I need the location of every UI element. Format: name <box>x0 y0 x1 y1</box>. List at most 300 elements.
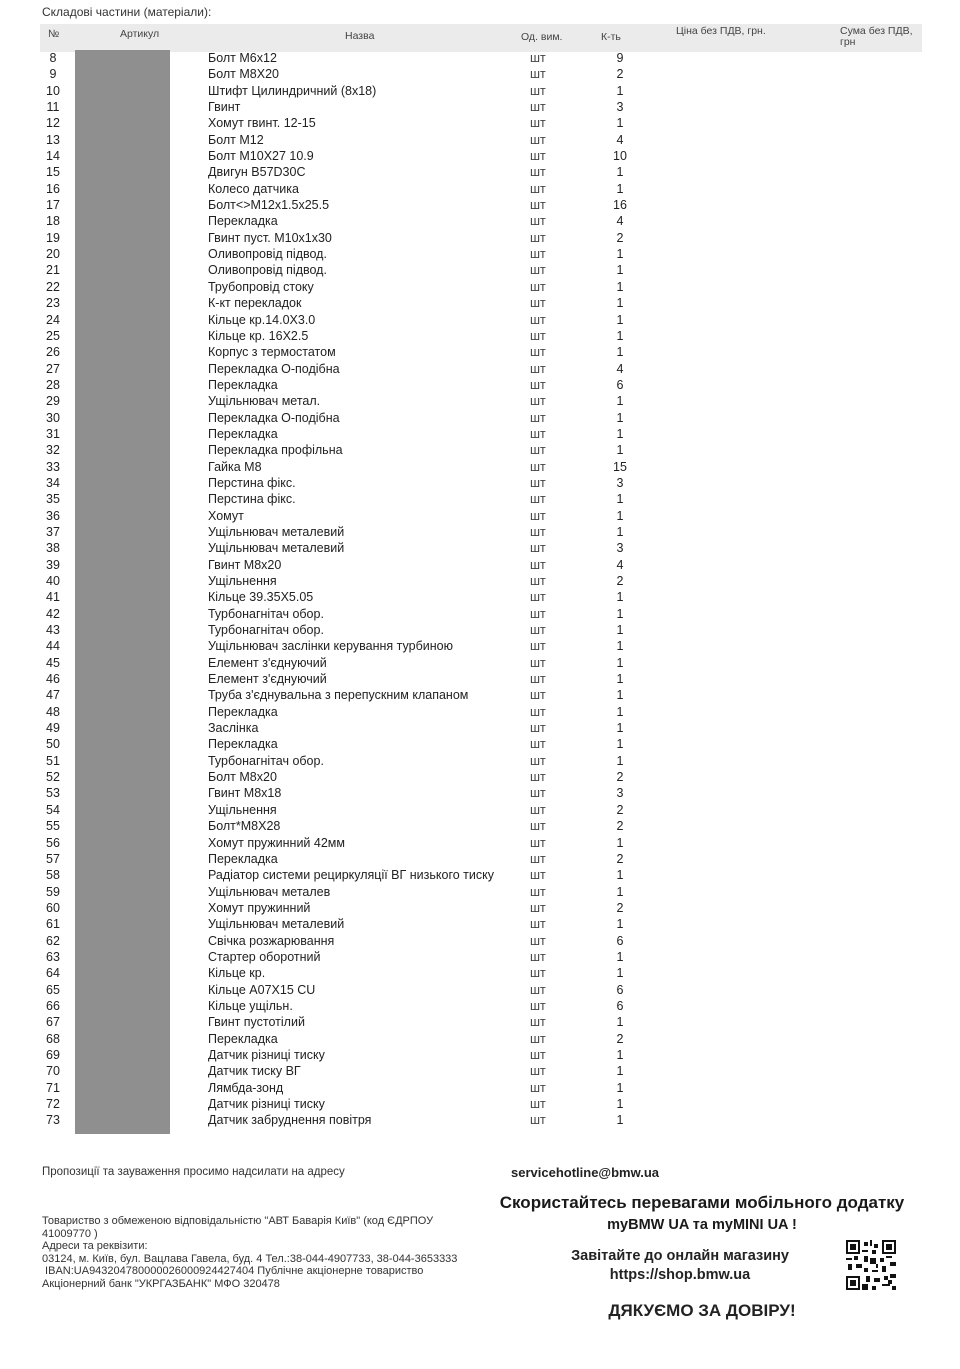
table-row <box>0 475 960 491</box>
quantity: 1 <box>616 165 624 180</box>
unit: шт <box>530 116 546 131</box>
row-number: 34 <box>46 475 60 490</box>
part-name: Перекладка <box>208 737 278 752</box>
quantity: 1 <box>616 345 624 360</box>
quantity: 2 <box>616 770 624 785</box>
thanks-message: ДЯКУЄМО ЗА ДОВІРУ! <box>608 1301 796 1320</box>
part-name: Перекладка О-подібна <box>208 361 340 376</box>
row-number: 56 <box>46 835 60 850</box>
quantity: 1 <box>616 508 624 523</box>
table-row <box>0 867 960 883</box>
unit: шт <box>530 296 546 311</box>
part-name: Ущільнювач метал. <box>208 394 321 409</box>
row-number: 12 <box>46 116 60 131</box>
part-name: Гвинт M8x18 <box>208 786 282 801</box>
unit: шт <box>530 279 546 294</box>
row-number: 16 <box>46 181 60 196</box>
table-row <box>0 377 960 393</box>
table-row <box>0 589 960 605</box>
part-name: Двигун B57D30C <box>208 165 306 180</box>
table-row <box>0 279 960 295</box>
table-row <box>0 312 960 328</box>
proposals-text: Пропозиції та зауваження просимо надсилати на адресу <box>42 1166 345 1178</box>
unit: шт <box>530 492 546 507</box>
unit: шт <box>530 410 546 425</box>
quantity: 4 <box>616 557 624 572</box>
row-number: 24 <box>46 312 60 327</box>
part-name: Стартер оборотний <box>208 949 321 964</box>
part-name: Лямбда-зонд <box>208 1080 284 1095</box>
unit: шт <box>530 361 546 376</box>
unit: шт <box>530 688 546 703</box>
part-name: Турбонагнітач обор. <box>208 606 324 621</box>
quantity: 1 <box>616 1015 624 1030</box>
unit: шт <box>530 377 546 392</box>
quantity: 1 <box>616 884 624 899</box>
row-number: 72 <box>46 1097 60 1111</box>
table-row <box>0 949 960 965</box>
row-number: 60 <box>46 900 60 915</box>
unit: шт <box>530 181 546 196</box>
header-number: № <box>48 28 60 40</box>
table-row <box>0 246 960 262</box>
quantity: 1 <box>616 1080 624 1095</box>
row-number: 41 <box>46 590 60 605</box>
row-number: 73 <box>46 1113 60 1128</box>
table-row <box>0 802 960 818</box>
quantity: 2 <box>616 819 624 834</box>
unit: шт <box>530 149 546 164</box>
quantity: 1 <box>616 590 624 605</box>
row-number: 50 <box>46 737 60 752</box>
table-row <box>0 884 960 900</box>
part-name: Датчик різниці тиску <box>208 1047 325 1062</box>
row-number: 39 <box>46 557 60 572</box>
table-row <box>0 83 960 99</box>
unit: шт <box>530 263 546 278</box>
quantity: 1 <box>616 655 624 670</box>
quantity: 1 <box>616 83 624 98</box>
part-name: Трубопровід стоку <box>208 279 314 294</box>
row-number: 33 <box>46 459 60 474</box>
quantity: 1 <box>616 279 624 294</box>
quantity: 6 <box>616 933 624 948</box>
unit: шт <box>530 1015 546 1030</box>
table-row <box>0 851 960 867</box>
table-row <box>0 998 960 1014</box>
unit: шт <box>530 508 546 523</box>
table-row <box>0 720 960 736</box>
quantity: 1 <box>616 737 624 752</box>
unit: шт <box>530 737 546 752</box>
row-number: 31 <box>46 426 60 441</box>
part-name: Болт М6x12 <box>208 51 277 65</box>
quantity: 1 <box>616 1113 624 1128</box>
unit: шт <box>530 884 546 899</box>
row-number: 65 <box>46 982 60 997</box>
table-row <box>0 230 960 246</box>
table-row <box>0 148 960 164</box>
quantity: 3 <box>616 100 624 115</box>
row-number: 61 <box>46 917 60 932</box>
row-number: 9 <box>49 67 57 82</box>
unit: шт <box>530 753 546 768</box>
row-number: 52 <box>46 770 60 785</box>
table-row <box>0 213 960 229</box>
company-line: Адреси та реквізити: <box>42 1240 148 1252</box>
row-number: 53 <box>46 786 60 801</box>
table-row <box>0 769 960 785</box>
section-title: Складові частини (матеріали): <box>42 5 212 19</box>
unit: шт <box>530 786 546 801</box>
row-number: 23 <box>46 296 60 311</box>
part-name: Труба з'єднувальна з перепускним клапаном <box>208 688 469 703</box>
quantity: 1 <box>616 443 624 458</box>
part-name: Болт M12 <box>208 132 264 147</box>
unit: шт <box>530 312 546 327</box>
table-row <box>0 328 960 344</box>
row-number: 8 <box>49 51 57 65</box>
shop-link[interactable]: https://shop.bmw.ua <box>609 1267 751 1283</box>
table-row <box>0 164 960 180</box>
unit: шт <box>530 247 546 262</box>
unit: шт <box>530 770 546 785</box>
quantity: 6 <box>616 377 624 392</box>
unit: шт <box>530 672 546 687</box>
table-row <box>0 982 960 998</box>
app-promo-headline: Скористайтесь перевагами мобільного додатку <box>499 1193 905 1212</box>
quantity: 1 <box>616 704 624 719</box>
quantity: 6 <box>616 982 624 997</box>
quantity: 2 <box>616 1031 624 1046</box>
unit: шт <box>530 1097 546 1111</box>
table-row <box>0 606 960 622</box>
part-name: Кільце ущільн. <box>208 998 293 1013</box>
part-name: Болт M10X27 10.9 <box>208 149 314 164</box>
unit: шт <box>530 345 546 360</box>
row-number: 57 <box>46 851 60 866</box>
company-line: Акціонерний банк "УКРГАЗБАНК" МФО 320478 <box>42 1277 280 1290</box>
part-name: Гвинт <box>208 100 241 115</box>
part-name: Турбонагнітач обор. <box>208 623 324 638</box>
row-number: 43 <box>46 623 60 638</box>
table-row <box>0 132 960 148</box>
row-number: 46 <box>46 672 60 687</box>
unit: шт <box>530 524 546 539</box>
part-name: Ущільнювач металевий <box>208 541 345 556</box>
quantity: 3 <box>616 541 624 556</box>
table-row <box>0 671 960 687</box>
row-number: 66 <box>46 998 60 1013</box>
part-name: Турбонагнітач обор. <box>208 753 324 768</box>
quantity: 4 <box>616 132 624 147</box>
table-row <box>0 736 960 752</box>
quantity: 1 <box>616 181 624 196</box>
row-number: 64 <box>46 966 60 981</box>
part-name: Перекладка профільна <box>208 443 343 458</box>
quantity: 1 <box>616 312 624 327</box>
unit: шт <box>530 623 546 638</box>
unit: шт <box>530 1064 546 1079</box>
quantity: 1 <box>616 394 624 409</box>
part-name: Елемент з'єднуючий <box>208 655 327 670</box>
table-row <box>0 753 960 769</box>
company-line: IBAN:UA943204780000026000924427404 Публічне акціонерне товариство <box>42 1265 424 1277</box>
part-name: Гайка M8 <box>208 459 262 474</box>
row-number: 21 <box>46 263 60 278</box>
unit: шт <box>530 475 546 490</box>
qr-code-icon <box>846 1240 896 1290</box>
row-number: 27 <box>46 361 60 376</box>
row-number: 19 <box>46 230 60 245</box>
company-line: Товариство з обмеженою відповідальністю "АВТ Баварія Київ" (код ЄДРПОУ <box>42 1215 434 1227</box>
quantity: 1 <box>616 721 624 736</box>
part-name: Гвинт пустотілий <box>208 1015 305 1030</box>
part-name: Болт<>M12x1.5x25.5 <box>208 198 330 213</box>
quantity: 1 <box>616 966 624 981</box>
row-number: 58 <box>46 868 60 883</box>
table-row <box>0 410 960 426</box>
quantity: 1 <box>616 1047 624 1062</box>
table-row <box>0 491 960 507</box>
part-name: Перстина фікс. <box>208 492 296 507</box>
quantity: 1 <box>616 753 624 768</box>
quantity: 6 <box>616 998 624 1013</box>
part-name: Ущільнювач металевий <box>208 524 345 539</box>
quantity: 2 <box>616 67 624 82</box>
unit: шт <box>530 851 546 866</box>
table-row <box>0 540 960 556</box>
part-name: Перекладка <box>208 214 278 229</box>
row-number: 47 <box>46 688 60 703</box>
part-name: Хомут пружинний <box>208 900 311 915</box>
table-row <box>0 344 960 360</box>
quantity: 1 <box>616 116 624 131</box>
row-number: 54 <box>46 802 60 817</box>
quantity: 3 <box>616 786 624 801</box>
table-row <box>0 622 960 638</box>
part-name: Ущільнювач металевий <box>208 917 345 932</box>
header-name: Назва <box>345 30 375 42</box>
quantity: 3 <box>616 475 624 490</box>
header-article: Артикул <box>120 28 160 40</box>
header-unit: Од. вим. <box>521 31 563 43</box>
header-sum: Сума без ПДВ, грн <box>840 25 913 48</box>
unit: шт <box>530 802 546 817</box>
table-header <box>40 24 922 52</box>
row-number: 59 <box>46 884 60 899</box>
row-number: 26 <box>46 345 60 360</box>
row-number: 35 <box>46 492 60 507</box>
part-name: Датчик забруднення повітря <box>208 1113 372 1128</box>
table-row <box>0 508 960 524</box>
row-number: 71 <box>46 1080 60 1095</box>
unit: шт <box>530 230 546 245</box>
unit: шт <box>530 165 546 180</box>
part-name: Хомут <box>208 508 244 523</box>
quantity: 1 <box>616 949 624 964</box>
table-row <box>0 50 960 66</box>
unit: шт <box>530 51 546 65</box>
table-row <box>0 426 960 442</box>
header-quantity: К-ть <box>601 31 621 43</box>
row-number: 20 <box>46 247 60 262</box>
table-row <box>0 442 960 458</box>
row-number: 15 <box>46 165 60 180</box>
unit: шт <box>530 655 546 670</box>
part-name: Болт М8X20 <box>208 67 279 82</box>
unit: шт <box>530 868 546 883</box>
unit: шт <box>530 639 546 654</box>
unit: шт <box>530 541 546 556</box>
part-name: Болт*M8X28 <box>208 819 281 834</box>
part-name: Ущільнювач заслінки керування турбиною <box>208 639 453 654</box>
unit: шт <box>530 83 546 98</box>
quantity: 2 <box>616 851 624 866</box>
row-number: 37 <box>46 524 60 539</box>
quantity: 1 <box>616 426 624 441</box>
table-row <box>0 99 960 115</box>
unit: шт <box>530 198 546 213</box>
shop-promo <box>555 1247 805 1285</box>
quantity: 9 <box>616 51 624 65</box>
unit: шт <box>530 998 546 1013</box>
table-row <box>0 638 960 654</box>
part-name: Корпус з термостатом <box>208 345 336 360</box>
unit: шт <box>530 704 546 719</box>
table-row <box>0 916 960 932</box>
row-number: 55 <box>46 819 60 834</box>
table-row <box>0 687 960 703</box>
unit: шт <box>530 67 546 82</box>
row-number: 11 <box>46 100 60 115</box>
part-name: Колесо датчика <box>208 181 299 196</box>
table-row <box>0 262 960 278</box>
row-number: 28 <box>46 377 60 392</box>
row-number: 25 <box>46 328 60 343</box>
table-row <box>0 393 960 409</box>
row-number: 40 <box>46 574 60 588</box>
row-number: 49 <box>46 721 60 736</box>
quantity: 1 <box>616 623 624 638</box>
company-line: 41009770 ) <box>42 1227 98 1240</box>
table-row <box>0 704 960 720</box>
row-number: 63 <box>46 949 60 964</box>
app-promo <box>488 1193 916 1233</box>
unit: шт <box>530 426 546 441</box>
table-row <box>0 66 960 82</box>
unit: шт <box>530 1047 546 1062</box>
unit: шт <box>530 1031 546 1046</box>
company-details <box>42 1215 472 1290</box>
quantity: 1 <box>616 639 624 654</box>
quantity: 15 <box>613 459 627 474</box>
part-name: К-кт перекладок <box>208 296 302 311</box>
app-promo-apps: myBMW UA та myMINI UA ! <box>607 1217 797 1233</box>
quantity: 1 <box>616 917 624 932</box>
part-name: Перекладка <box>208 704 278 719</box>
unit: шт <box>530 966 546 981</box>
row-number: 14 <box>46 149 60 164</box>
unit: шт <box>530 917 546 932</box>
row-number: 45 <box>46 655 60 670</box>
quantity: 1 <box>616 263 624 278</box>
unit: шт <box>530 590 546 605</box>
part-name: Заслінка <box>208 721 259 736</box>
part-name: Оливопровід підвод. <box>208 247 327 262</box>
table-row <box>0 965 960 981</box>
table-row <box>0 1112 960 1128</box>
part-name: Кільце 39.35X5.05 <box>208 590 314 605</box>
table-row <box>0 1031 960 1047</box>
header-price: Ціна без ПДВ, грн. <box>676 25 766 37</box>
unit: шт <box>530 394 546 409</box>
row-number: 36 <box>46 508 60 523</box>
part-name: Перекладка <box>208 377 278 392</box>
part-name: Кільце кр. 16X2.5 <box>208 328 309 343</box>
part-name: Перекладка <box>208 1031 278 1046</box>
unit: шт <box>530 933 546 948</box>
table-row <box>0 1047 960 1063</box>
quantity: 10 <box>613 149 627 164</box>
part-name: Датчик різниці тиску <box>208 1097 325 1111</box>
unit: шт <box>530 459 546 474</box>
table-row <box>0 459 960 475</box>
part-name: Ущільнювач металев <box>208 884 331 899</box>
row-number: 48 <box>46 704 60 719</box>
unit: шт <box>530 214 546 229</box>
part-name: Хомут гвинт. 12-15 <box>208 116 316 131</box>
table-row <box>0 655 960 671</box>
unit: шт <box>530 132 546 147</box>
unit: шт <box>530 819 546 834</box>
quantity: 1 <box>616 247 624 262</box>
row-number: 38 <box>46 541 60 556</box>
row-number: 70 <box>46 1064 60 1079</box>
unit: шт <box>530 606 546 621</box>
part-name: Свічка розжарювання <box>208 933 335 948</box>
part-name: Датчик тиску ВГ <box>208 1064 301 1079</box>
parts-table-body <box>0 50 960 1129</box>
part-name: Штифт Цилиндричний (8x18) <box>208 83 377 98</box>
part-name: Кільце A07X15 CU <box>208 982 316 997</box>
part-name: Оливопровід підвод. <box>208 263 327 278</box>
quantity: 1 <box>616 410 624 425</box>
quantity: 1 <box>616 296 624 311</box>
quantity: 1 <box>616 1064 624 1079</box>
table-row <box>0 835 960 851</box>
row-number: 18 <box>46 214 60 229</box>
row-number: 17 <box>46 198 60 213</box>
quantity: 4 <box>616 361 624 376</box>
quantity: 1 <box>616 328 624 343</box>
quantity: 1 <box>616 835 624 850</box>
table-row <box>0 197 960 213</box>
unit: шт <box>530 900 546 915</box>
row-number: 51 <box>46 753 60 768</box>
table-row <box>0 361 960 377</box>
quantity: 1 <box>616 1097 624 1111</box>
row-number: 44 <box>46 639 60 654</box>
part-name: Ущільнення <box>208 802 277 817</box>
table-row <box>0 524 960 540</box>
quantity: 1 <box>616 868 624 883</box>
part-name: Перекладка <box>208 851 278 866</box>
table-row <box>0 557 960 573</box>
hotline-email[interactable]: servicehotline@bmw.ua <box>511 1165 660 1180</box>
quantity: 1 <box>616 672 624 687</box>
shop-promo-text: Завітайте до онлайн магазину <box>571 1248 789 1264</box>
